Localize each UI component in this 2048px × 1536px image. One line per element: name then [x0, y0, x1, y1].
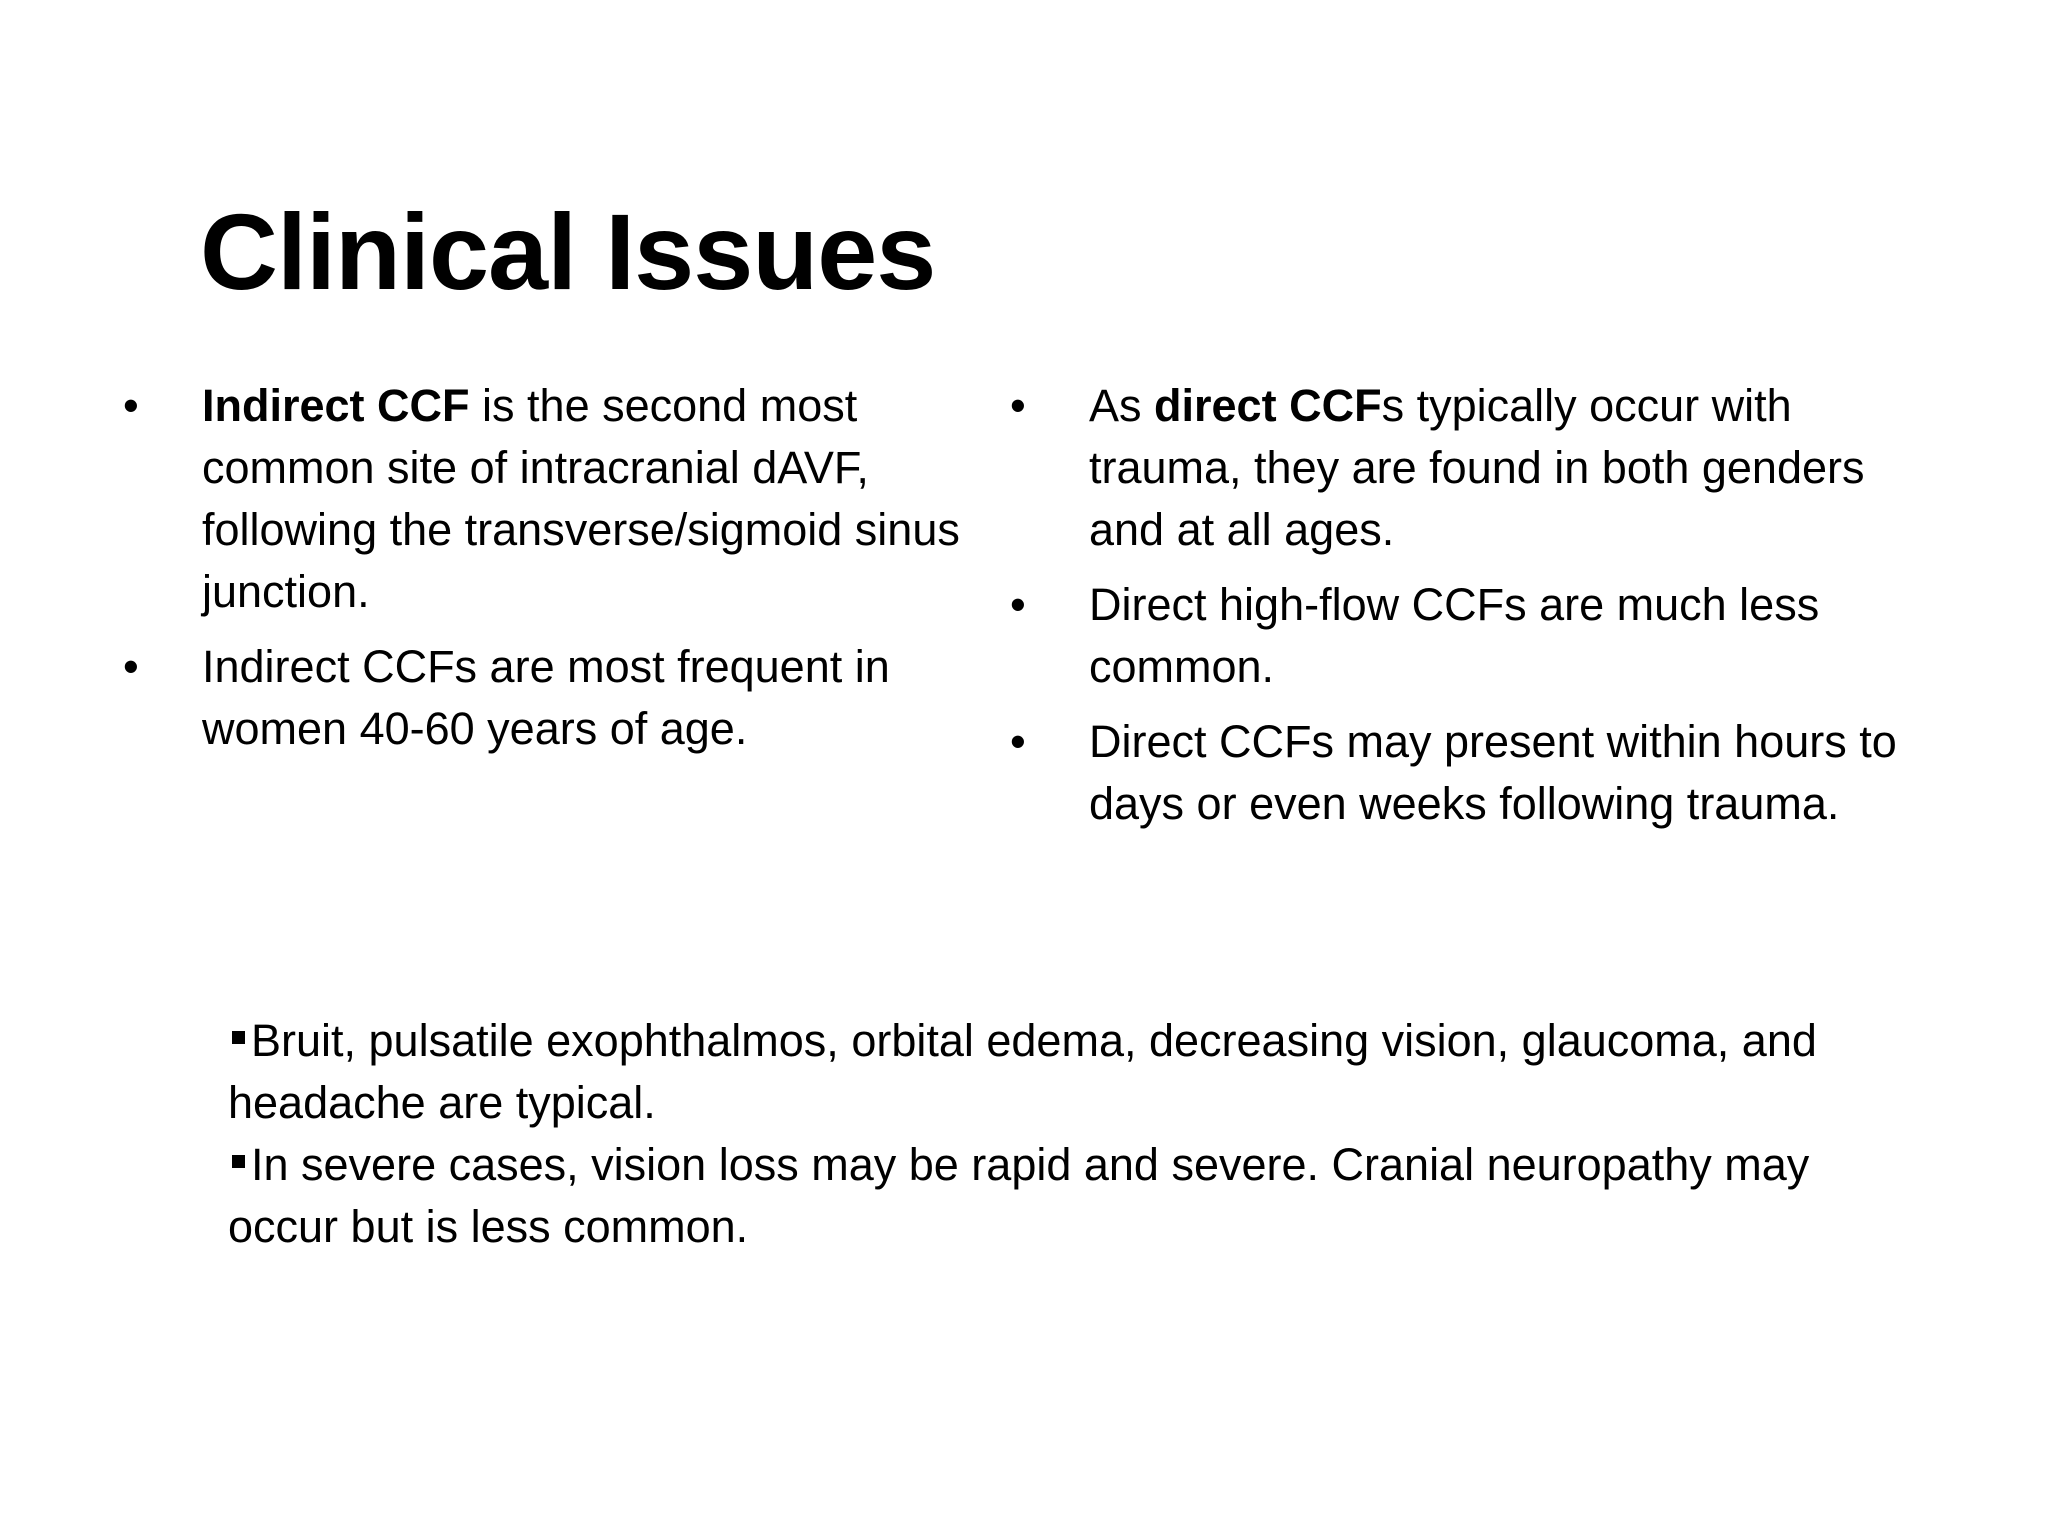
summary-block [228, 1010, 1918, 1258]
bullet-icon: • [123, 380, 139, 431]
left-bullet-list [118, 375, 1018, 773]
square-bullet-icon [232, 1031, 245, 1044]
bullet-icon: • [1010, 716, 1026, 767]
bold-term: Indirect CCF [202, 380, 470, 431]
list-item [1005, 375, 1905, 561]
right-bullet-list [1005, 375, 1905, 848]
bullet-text: s typically occur with trauma, they are found in both genders and at all ages. [1089, 380, 1865, 555]
list-item [1005, 574, 1905, 698]
square-bullet-icon [232, 1155, 245, 1168]
list-item [1005, 711, 1905, 835]
summary-text: In severe cases, vision loss may be rapid and severe. Cranial neuropathy may occur but is less common. [228, 1139, 1810, 1252]
bullet-prefix: As [1089, 380, 1155, 431]
slide-title: Clinical Issues [200, 191, 936, 312]
bullet-icon: • [123, 641, 139, 692]
bullet-text: is the second most common site of intracranial dAVF, following the transverse/sigmoid sinus junction. [202, 380, 960, 617]
bullet-text: Direct CCFs may present within hours to days or even weeks following trauma. [1089, 716, 1897, 829]
bullet-text: Indirect CCFs are most frequent in women 40-60 years of age. [202, 641, 890, 754]
summary-item [228, 1134, 1918, 1258]
list-item [118, 375, 1018, 623]
bullet-icon: • [1010, 579, 1026, 630]
summary-text: Bruit, pulsatile exophthalmos, orbital edema, decreasing vision, glaucoma, and headache are typical. [228, 1015, 1817, 1128]
summary-item [228, 1010, 1918, 1134]
list-item [118, 636, 1018, 760]
bullet-text: Direct high-flow CCFs are much less common. [1089, 579, 1820, 692]
bullet-icon: • [1010, 380, 1026, 431]
bold-term: direct CCF [1154, 380, 1382, 431]
